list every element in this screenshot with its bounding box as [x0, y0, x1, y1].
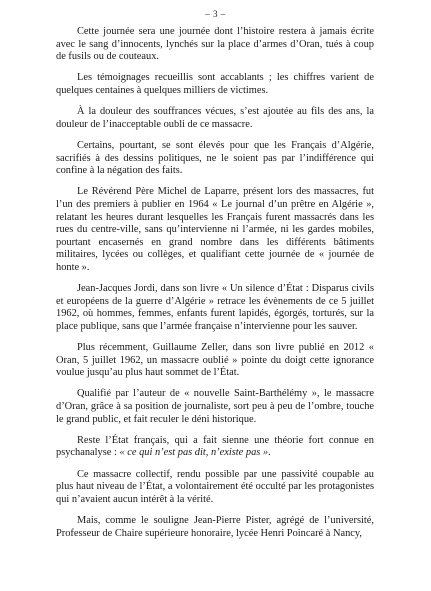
paragraph-9-tail: .: [268, 447, 271, 459]
body-text: [56, 26, 374, 549]
paragraph-9-lead: Reste l’État français, qui a fait sienne une théorie fort connue en psychanalyse :: [56, 434, 374, 459]
paragraph-5: Le Révérend Père Michel de Laparre, présent lors des massacres, fut l’un des premiers à publier en 1964 « Le journal d’un prêtre en Algérie », relatant les heures durant lesquelles les Français furent massacrés dans les rues du centre-ville, sans qu’intervienne ni l’armée, ni les gardes mobiles, pourtant encasernés en grand nombre dans les différents bâtiments militaires, lycées ou collèges, et qualifiant cette journée de « journée de honte ».: [56, 186, 374, 273]
paragraph-9: [56, 435, 374, 460]
paragraph-7: Plus récemment, Guillaume Zeller, dans son livre publié en 2012 « Oran, 5 juillet 1962, un massacre oublié » pointe du doigt cette ignorance voulue jusqu’au plus haut sommet de l’État.: [56, 342, 374, 379]
paragraph-4: Certains, pourtant, se sont élevés pour que les Français d’Algérie, sacrifiés à des dessins politiques, ne le soient pas par l’indifférence qui confine à la négation des faits.: [56, 139, 374, 177]
paragraph-1: Cette journée sera une journée dont l’histoire restera à jamais écrite avec le sang d’innocents, lynchés sur la place d’armes d’Oran, tués à coup de fusils ou de couteaux.: [56, 26, 374, 63]
paragraph-2: Les témoignages recueillis sont accablants ; les chiffres varient de quelques centaines à quelques milliers de victimes.: [56, 72, 374, 96]
paragraph-10: Ce massacre collectif, rendu possible par une passivité coupable au plus haut niveau de l’État, a volontairement été occulté par les protagonistes qui n’avaient aucun intérêt à la vérité.: [56, 468, 374, 505]
paragraph-8: Qualifié par l’auteur de « nouvelle Saint-Barthélémy », le massacre d’Oran, grâce à sa position de journaliste, sort peu à peu de l’ombre, touche le grand public, et fait reculer le déni historique.: [56, 388, 374, 425]
paragraph-3: À la douleur des souffrances vécues, s’est ajoutée au fils des ans, la douleur de l’inacceptable oubli de ce massacre.: [56, 106, 374, 130]
paragraph-9-quote: « ce qui n’est pas dit, n’existe pas »: [119, 447, 269, 459]
page-number: – 3 –: [205, 9, 226, 19]
paragraph-6: Jean-Jacques Jordi, dans son livre « Un silence d’État : Disparus civils et européens de la guerre d’Algérie » retrace les évènements de ce 5 juillet 1962, où hommes, femmes, enfants furent lapidés, égorgés, torturés, sur la place publique, sans que l’armée française n’intervienne pour les sauver.: [56, 283, 374, 332]
paragraph-11: Mais, comme le souligne Jean-Pierre Pister, agrégé de l’université, Professeur de Chaire supérieure honoraire, lycée Henri Poincaré à Nancy,: [56, 514, 374, 539]
